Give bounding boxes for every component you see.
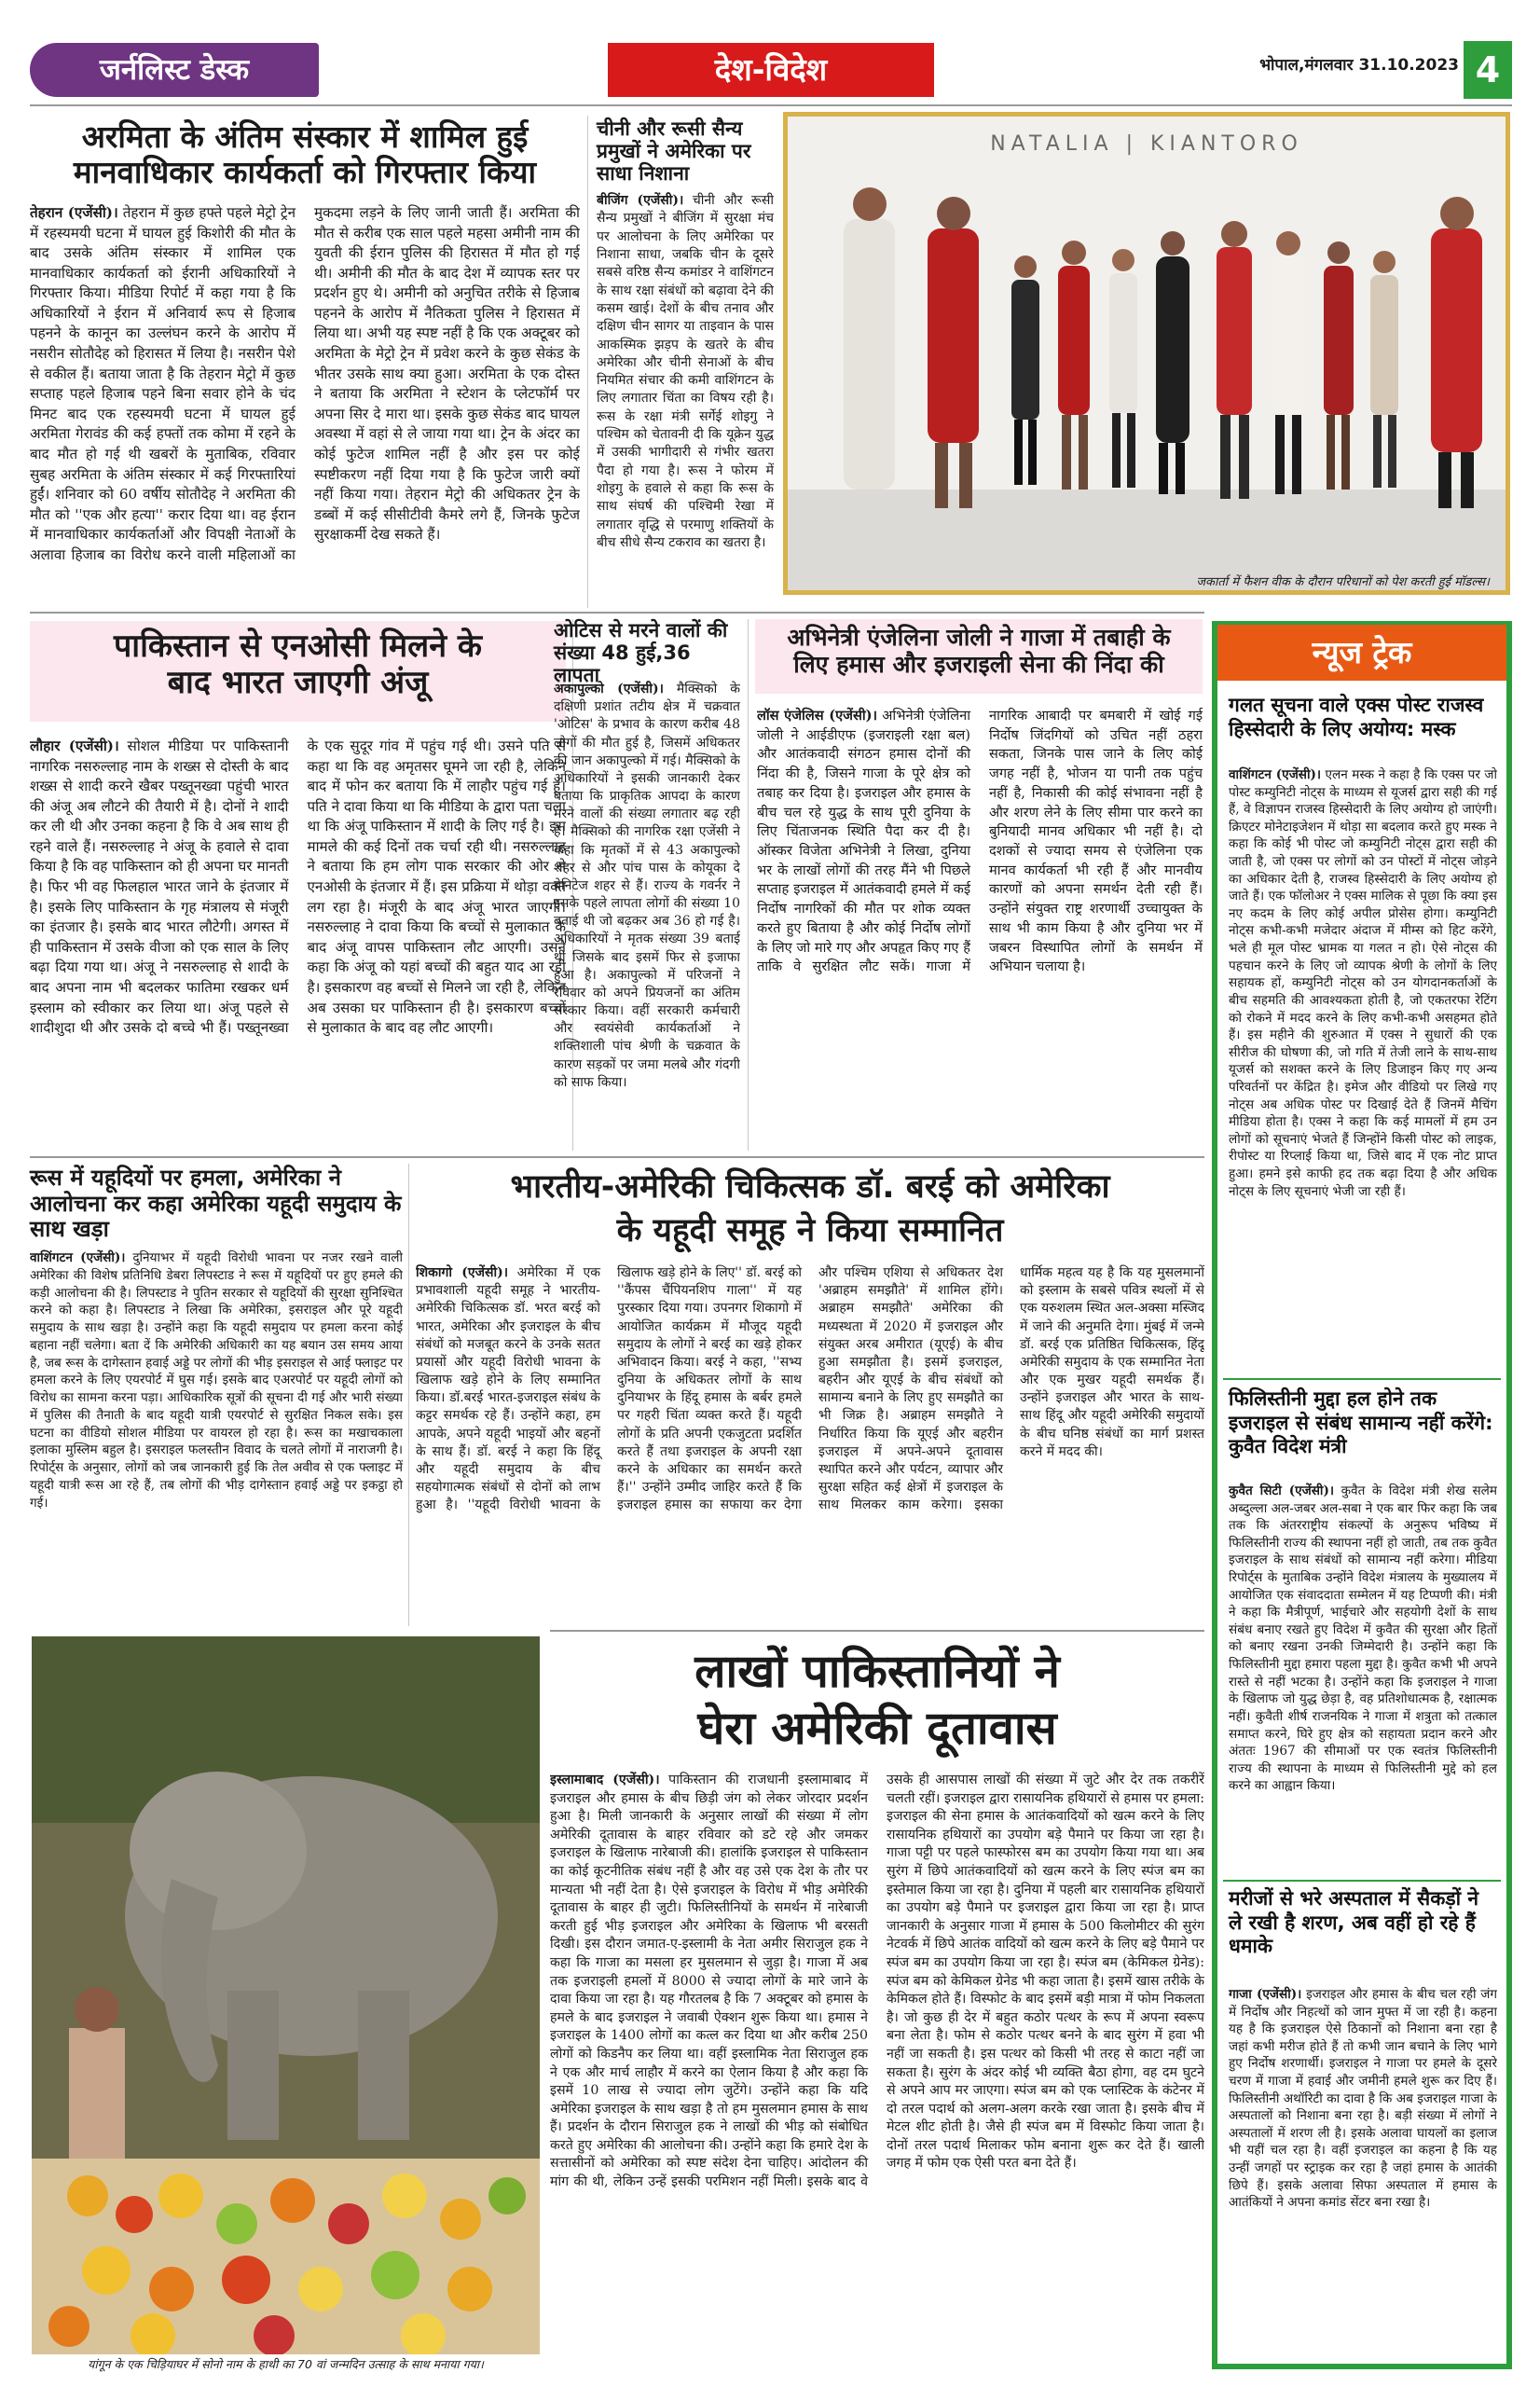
russia-jews-text: दुनियाभर में यहूदी विरोधी भावना पर नजर रखने वाली अमेरिका की विशेष प्रतिनिधि डेबरा लिपस्टाड ने रूस में यहूदियों पर हुए हमले की कड़ी आलोचना की है। लिपस्टाड ने पुतिन सरकार से यहूदियों की सुरक्षा सुनिश्चित करने को कहा है। लिपस्टाड ने लिखा कि अमेरिका, इसराइल और पूरे यहूदी समुदाय के साथ खड़ा है। उन्होंने कहा कि यहूदी समुदाय पर हमला करना कोई बहाना नहीं चलेगा। बता दें कि अमेरिकी अधिकारी का यह बयान उस समय आया है, जब रूस के दागेस्तान हवाई अड्डे पर लोगों की भीड़ इसराइल से आई फ्लाइट पर हमला करने के लिए एयरपोर्ट में घुस गई। इसके बाद एअरपोर्ट पर यहूदी लोगों को विरोध का सामना करना पड़ा। आधिकारिक सूत्रों की सूचना दी गई और भारी संख्या में पुलिस की तैनाती के बाद यहूदी यात्री एयरपोर्ट से सुरक्षित निकल सके। इस घटना का वीडियो सोशल मीडिया पर वायरल हो रहा है। रूस का मखाचकाला इलाका मुस्लिम बहुल है। इसराइल फलस्तीन विवाद के चलते लोगों में नाराजगी है। रिपोर्ट्स के अनुसार, लोगों को जब जानकारी हुई कि तेल अवीव से एक फ्लाइट में यहूदी यात्री रूस आ रहे हैं, तब लोगों की भीड़ दागेस्तान हवाई अड्डे पर इकट्ठा हो गई। xyxy=(30,1250,403,1511)
nt-story1-dateline: वाशिंगटन (एजेंसी)। xyxy=(1229,767,1322,782)
news-track-header xyxy=(1217,625,1506,681)
dr-barai-headline xyxy=(416,1166,1204,1254)
section-banner xyxy=(608,43,934,97)
fashion-week-photo xyxy=(783,112,1510,595)
jolie-body xyxy=(757,707,1203,1149)
russia-jews-dateline: वाशिंगटन (एजेंसी)। xyxy=(30,1250,126,1265)
armita-headline-line2: मानवाधिकार कार्यकर्ता को गिरफ्तार किया xyxy=(73,153,537,190)
section-rule xyxy=(550,1630,1204,1632)
otis-headline: ओटिस से मरने वालों की संख्या 48 हुई,36 लापता xyxy=(554,619,728,687)
armita-dateline: तेहरान (एजेंसी)। xyxy=(30,204,118,221)
nt-story3-body xyxy=(1229,1986,1497,2359)
anju-headline xyxy=(30,621,566,722)
news-track-title: न्यूज ट्रेक xyxy=(1312,634,1412,670)
nt-story2-headline: फिलिस्तीनी मुद्दा हल होने तक इजराइल से संबंध सामान्य नहीं करेंगे: कुवैत विदेश मंत्री xyxy=(1229,1387,1493,1458)
anju-text: सोशल मीडिया पर पाकिस्तानी नागरिक नसरुल्लाह नाम के शख्स से दोस्ती के बाद शख्स से शादी करने खैबर पख्तूनख्वा पहुंची भारत की अंजू अब लौटने की तैयारी में है। दोनों ने शादी कर ली थी और उनका कहना है कि वे अब साथ ही रहने वाले हैं। नसरुल्लाह ने अंजू के हवाले से दावा किया है कि वह पाकिस्तान को ही अपना घर मानती है। फिर भी वह फिलहाल भारत जाने के इंतजार में है। इसके लिए पाकिस्तान के गृह मंत्रालय से मंजूरी का इंतजार है। इसके बाद भारत लौटेगी। अगस्त में ही पाकिस्तान में उसके वीजा को एक साल के लिए बढ़ा दिया गया था। अंजू ने नसरुल्लाह से शादी के बाद अपना नाम भी बदलकर फातिमा रखकर धर्म इस्लाम को स्वीकार कर लिया था। अंजू पहले से शादीशुदा थी और उसके दो बच्चे भी हैं। पख्तूनख्वा के एक सुदूर गांव में पहुंच गई थी। उसने पति से कहा था कि वह अमृतसर घूमने जा रही है, लेकिन बाद में फोन कर बताया कि में लाहौर पहुंच गई हूं। पति ने दावा किया था कि मीडिया के द्वारा पता चला था कि अंजू पाकिस्तान में शादी के लिए गई है। इस मामले की कई दिनों तक चर्चा रही थी। नसरुल्लाह ने बताया कि हम लोग पाक सरकार की ओर से एनओसी के इंतजार में हैं। इस प्रक्रिया में थोड़ा वक्त लग रहा है। मंजूरी के बाद अंजू भारत जाएगी। नसरुल्लाह ने दावा किया कि बच्चों से मुलाकात के बाद अंजू वापस पाकिस्तान लौट आएगी। उसने कहा कि अंजू को यहां बच्चों की बहुत याद आ रही है। इसकारण वह बच्चों से मिलने जा रही है, लेकिन अब उसका घर पाकिस्तान ही है। इसकारण बच्चों से मुलाकात के बाद वह लौट आएगी। xyxy=(30,738,566,1037)
nt-story1-headline: गलत सूचना वाले एक्स पोस्ट राजस्व हिस्सेदारी के लिए अयोग्य: मस्क xyxy=(1229,694,1484,740)
nt-story3-text: इजराइल और हमास के बीच चल रही जंग में निर्दोष और निहत्थों को जान मुफ्त में जा रही है। कहना यह है कि इजराइल ऐसे ठिकानों को निशाना बना रहा है जहां कभी मरीज होते हैं तो कभी जान बचाने के लिए भागे हुए निर्दोष शरणार्थी। इजराइल ने गाजा पर हमले के दूसरे चरण में गाजा में हवाई और जमीनी हमले शुरू कर दिए हैं। फिलिस्तीनी अथॉरिटी का दावा है कि अब इजराइल गाजा के अस्पतालों को निशाना बना रहा है। बड़ी संख्या में लोगों ने अस्पतालों में शरण ली है। इसके अलावा घायलों का इलाज भी यहीं चल रहा है। वहीं इजराइल का कहना है कि यह उन्हीं जगहों पर स्ट्राइक कर रहा है जहां हमास के आतंकी छिपे हैं। इसके अलावा सिफा अस्पताल में हमास के आतंकियों ने अपना कमांड सेंटर बना रखा है। xyxy=(1229,1987,1497,2211)
nt-story1-text: एलन मस्क ने कहा है कि एक्स पर जो पोस्ट कम्युनिटी नोट्स के माध्यम से यूजर्स द्वारा सही की गई हैं, वे विज्ञापन राजस्व हिस्सेदारी के लिए अयोग्य हो जाएंगी। क्रिएटर मोनेटाइजेशन में थोड़ा सा बदलाव करते हुए मस्क ने कहा कि कोई भी पोस्ट जो कम्युनिटी नोट्स द्वारा सही की जाती है, जो एक्स पर लोगों को उन पोस्टों में नोट्स जोड़ने का अधिकार देती है, राजस्व हिस्सेदारी के लिए अयोग्य हो जाते हैं। एक फॉलोअर ने एक्स मालिक से पूछा कि क्या इस नए कदम के लिए कोई अपील प्रोसेस होगा। कम्युनिटी नोट्स कभी-कभी मजेदार अंदाज में मीम्स को हिट करेंगे, भले ही मूल पोस्ट भ्रामक या गलत न हो। ऐसे नोट्स की पहचान करने के लिए जो व्यापक श्रेणी के लोगों के लिए सहायक हों, कम्युनिटी नोट्स को उन योगदानकर्ताओं के बीच सहमति की आवश्यकता होती है, जो एकतरफा रेटिंग को रोकने में मदद करने के लिए कभी-कभी असहमत होते हैं। इस महीने की शुरुआत में एक्स ने सुधारों की एक सीरीज की घोषणा की, जो गति में तेजी लाने के साथ-साथ यूजर्स को सशक्त करने के लिए डिजाइन किए गए अन्य परिवर्तनों पर केंद्रित है। इमेज और वीडियो पर लिखे गए नोट्स अब अधिक पोस्ट पर दिखाई देते हैं जिनमें मैचिंग मीडिया होता है। एक्स ने कहा कि कई मामलों में हम उन लोगों को सूचनाएं भेजते हैं जिन्होंने किसी पोस्ट को लाइक, रीपोस्ट या रिप्लाई किया था, जिसे बाद में एक नोट प्राप्त हुआ। हमने इसे काफी हद तक बढ़ा दिया है और अधिक नोट्स के लिए सूचनाएं भेजी जा रही हैं। xyxy=(1229,767,1497,1199)
dr-barai-headline-line1: भारतीय-अमेरिकी चिकित्सक डॉ. बरई को अमेरिका xyxy=(510,1168,1110,1206)
brand-title: जर्नलिस्ट डेस्क xyxy=(99,53,250,87)
pakistanis-headline-line2: घेरा अमेरिकी दूतावास xyxy=(697,1702,1057,1756)
otis-body xyxy=(554,681,740,1149)
otis-text: मैक्सिको के दक्षिणी प्रशांत तटीय क्षेत्र में चक्रवात 'ओटिस' के प्रभाव के कारण करीब 48 लोगों की मौत हुई है, जिसमें अधिकतर की जान अकापुल्को में गई। मैक्सिको के अधिकारियों ने इसकी जानकारी देकर बताया कि प्राकृतिक आपदा के कारण मरने वालों की संख्या लगातार बढ़ रही है। मैक्सिको की नागरिक रक्षा एजेंसी ने कहा कि मृतकों में से 43 अकापुल्को शहर से और पांच पास के कोयूका दे बेनिटेज शहर से हैं। राज्य के गवर्नर ने इसके पहले लापता लोगों की संख्या 10 बताई थी जो बढ़कर अब 36 हो गई है। अधिकारियों ने मृतक संख्या 39 बताई थी जिसके बाद इसमें फिर से इजाफा हुआ है। अकापुल्को में परिजनों ने रविवार को अपने प्रियजनों का अंतिम संस्कार किया। वहीं सरकारी कर्मचारी और स्वयंसेवी कार्यकर्ताओं ने शक्तिशाली पांच श्रेणी के चक्रवात के कारण सड़कों पर जमा मलबे और गंदगी को साफ किया। xyxy=(554,682,740,1090)
anju-dateline: लौहार (एजेंसी)। xyxy=(30,738,119,754)
brand-banner xyxy=(30,43,319,97)
section-title: देश-विदेश xyxy=(714,51,828,88)
column-rule xyxy=(748,619,749,1151)
column-rule xyxy=(587,116,588,608)
china-russia-body xyxy=(597,192,774,606)
anju-body xyxy=(30,737,566,1149)
pakistanis-dateline: इस्लामाबाद (एजेंसी)। xyxy=(550,1773,660,1787)
elephant-photo xyxy=(32,1636,540,2354)
dr-barai-body xyxy=(416,1264,1204,1624)
armita-headline xyxy=(30,119,580,190)
pakistanis-text: पाकिस्तान की राजधानी इस्लामाबाद में इजराइल और हमास के बीच छिड़ी जंग को लेकर जोरदार प्रदर्शन हुआ है। मिली जानकारी के अनुसार लाखों की संख्या में लोग अमेरिकी दूतावास के बाहर रविवार को डटे रहे और जमकर इजराइल के खिलाफ नारेबाजी की। हालांकि इजराइल से पाकिस्तान का कोई कूटनीतिक संबंध नहीं है और वह उसे एक देश के तौर पर मान्यता भी नहीं देता है। ऐसे इजराइल के विरोध में भीड़ अमेरिकी दूतावास के बाहर ही जुटी। फिलिस्तीनियों के समर्थन में नारेबाजी करती हुई भीड़ इजराइल और अमेरिका के खिलाफ भी बरसती दिखी। इस दौरान जमात-ए-इस्लामी के नेता अमीर सिराजुल हक ने कहा कि गाजा का मसला हर मुसलमान से जुड़ा है। गाजा में अब तक इजराइली हमलों में 8000 से ज्यादा लोगों के मारे जाने के दावा किया जा रहा है। यह गौरतलब है कि 7 अक्टूबर को हमास के हमले के बाद इजराइल ने जवाबी ऐक्शन शुरू किया था। हमास ने इजराइल के 1400 लोगों का कत्ल कर दिया था और करीब 250 लोगों को किडनैप कर लिया था। वहीं इस्लामिक नेता सिराजुल हक ने एक और मार्च लाहौर में करने का ऐलान किया है और कहा कि इसमें 10 लाख से ज्यादा लोग जुटेंगे। उन्होंने कहा कि यदि अमेरिका इजराइल के साथ खड़ा है तो हम मुसलमान हमास के साथ हैं। प्रदर्शन के दौरान सिराजुल हक ने लाखों की भीड़ को संबोधित करते हुए अमेरिका की आलोचना की। उन्होंने कहा कि हमारे देश के सत्तासीनों को अमेरिका को स्पष्ट संदेश देना चाहिए। आंदोलन की मांग की थी, लेकिन उन्हें इसकी परमिशन नहीं मिली। इसके बाद वे उसके ही आसपास लाखों की संख्या में जुटे और देर तक तकरीरें चलती रहीं। इजराइल द्वारा रासायनिक हथियारों से हमास पर हमला: इजराइल की सेना हमास के आतंकवादियों को खत्म करने के लिए रासायनिक हथियारों का उपयोग बड़े पैमाने पर किया जा रहा है। गाजा पट्टी पर पहले फास्फोरस बम का उपयोग किया गया था। अब सुरंग में छिपे आतंकवादियों को खत्म करने के लिए स्पंज बम का इस्तेमाल किया जा रहा है। दुनिया में पहली बार रासायनिक हथियारों का उपयोग बड़े पैमाने पर इजराइल द्वारा किया जा रहा है। प्राप्त जानकारी के अनुसार गाजा में हमास के 500 किलोमीटर की सुरंग नेटवर्क में छिपे आतंक वादियों को खत्म करने के लिए बड़े पैमाने पर स्पंज बम का उपयोग किया जा रहा है। स्पंज बम (केमिकल ग्रेनेड): स्पंज बम को केमिकल ग्रेनेड भी कहा जाता है। इसमें खास तरीके के केमिकल होते हैं। विस्फोट के बाद इसमें बड़ी मात्रा में फोम निकलता है। जो कुछ ही देर में बहुत कठोर पत्थर के रूप में अपना स्वरूप बना लेता है। फोम से कठोर पत्थर बनने के बाद सुरंग में हवा भी नहीं जा सकती है। इस पत्थर को किसी भी तरह से काटा नहीं जा सकता है। सुरंग के अंदर कोई भी व्यक्ति बैठा होगा, वह दम घुटने से अपने आप मर जाएगा। स्पंज बम को एक प्लास्टिक के कंटेनर में दो तरल पदार्थ को अलग-अलग करके रखा जाता है। इसके बीच में मेटल शीट होती है। जैसे ही स्पंज बम में विस्फोट किया जाता है। दोनों तरल पदार्थ मिलाकर फोम बनाना शुरू कर देते हैं। खाली जगह में फोम एक ऐसी परत बना देते हैं। xyxy=(550,1773,1204,2190)
section-rule xyxy=(30,1156,1204,1158)
column-rule xyxy=(408,1164,409,1626)
pakistanis-headline-line1: लाखों पाकिस्तानियों ने xyxy=(694,1645,1060,1698)
jolie-headline xyxy=(755,619,1203,694)
nt-story1-body xyxy=(1229,766,1497,1371)
pakistanis-headline xyxy=(550,1643,1204,1758)
nt-story2-dateline: कुवैत सिटी (एजेंसी)। xyxy=(1229,1483,1335,1498)
dr-barai-text: अमेरिका में एक प्रभावशाली यहूदी समूह ने भारतीय-अमेरिकी चिकित्सक डॉ. भरत बरई को भारत, अमेरिका और इजराइल के बीच संबंधों को मजबूत करने के उनके सतत प्रयासों और यहूदी विरोधी भावना के खिलाफ खड़े होने के लिए सम्मानित किया। डॉ.बरई भारत-इजराइल संबंध के कट्टर समर्थक रहे हैं। उन्होंने कहा, हम आपके, अपने यहूदी भाइयों और बहनों के साथ हैं। डॉ. बरई ने कहा कि हिंदू और यहूदी समुदाय के बीच सहयोगात्मक संबंधों से दोनों को लाभ हुआ है। ''यहूदी विरोधी भावना के खिलाफ खड़े होने के लिए'' डॉ. बरई को ''कैंपस चैंपियनशिप गाला'' में यह पुरस्कार दिया गया। उपनगर शिकागो में आयोजित कार्यक्रम में मौजूद यहूदी समुदाय के लोगों ने बरई का खड़े होकर अभिवादन किया। बरई ने कहा, ''सभ्य दुनिया के अधिकतर लोगों के साथ दुनियाभर के हिंदू हमास के बर्बर हमले पर गहरी चिंता व्यक्त करते हैं। यहूदी लोगों के प्रति अपनी एकजुटता प्रदर्शित करते हैं तथा इजराइल के अपनी रक्षा करने के अधिकार का समर्थन करते हैं।'' उन्होंने उम्मीद जाहिर करते हैं कि इजराइल हमास का सफाया कर देगा और पश्चिम एशिया से अधिकतर देश 'अब्राहम समझौते' में शामिल होंगे। अब्राहम समझौते' अमेरिका की मध्यस्थता में 2020 में इजराइल और संयुक्त अरब अमीरात (यूएई) के बीच हुआ समझौता है। इसमें इजराइल, बहरीन और यूएई के बीच संबंधों को सामान्य बनाने के लिए हुए समझौते का भी जिक्र है। अब्राहम समझौते ने निर्धारित किया कि यूएई और बहरीन इजराइल में अपने-अपने दूतावास स्थापित करने और पर्यटन, व्यापार और सुरक्षा सहित कई क्षेत्रों में इजराइल के साथ मिलकर काम करेगा। इसका धार्मिक महत्व यह है कि यह मुसलमानों को इस्लाम के सबसे पवित्र स्थलों में से एक यरुशलम स्थित अल-अक्सा मस्जिद में जाने की अनुमति देगा। मुंबई में जन्मे डॉ. बरई एक प्रतिष्ठित चिकित्सक, हिंदू अमेरिकी समुदाय के एक सम्मानित नेता और एक मुखर यहूदी समर्थक हैं। उन्होंने इजराइल और भारत के साथ-साथ हिंदू और यहूदी अमेरिकी समुदायों के बीच घनिष्ठ संबंधों का मार्ग प्रशस्त करने में मदद की। xyxy=(416,1265,1204,1513)
dateline: भोपाल,मंगलवार 31.10.2023 xyxy=(1259,56,1459,75)
elephant-photo-caption: यांगून के एक चिड़ियाघर में सोनो नाम के हाथी का 70 वां जन्मदिन उत्साह के साथ मनाया गया। xyxy=(88,2357,484,2371)
section-rule xyxy=(30,612,1204,614)
jolie-text: अभिनेत्री एंजेलिना जोली ने आईडीएफ (इजराइली रक्षा बल) और आतंकवादी संगठन हमास दोनों की निंदा की है, जिसने गाजा के पूरे क्षेत्र को तबाह कर दिया है। इजराइल और हमास के बीच चल रहे युद्ध के साथ पूरी दुनिया के लिए चिंताजनक स्थिति पैदा कर दी है। ऑस्कर विजेता अभिनेत्री ने लिखा, दुनिया भर के लाखों लोगों की तरह मैंने भी पिछले सप्ताह इजराइल में आतंकवादी हमले में कई निर्दोष नागरिकों की मौत पर शोक व्यक्त करते हुए बिताया है और कोई निर्दोष लोगों के लिए जो मारे गए और अपहृत किए गए हैं ताकि वे सुरक्षित लौट सकें। गाजा में नागरिक आबादी पर बमबारी में खोई गई निर्दोष जिंदगियों को उचित नहीं ठहरा सकता, जिनके पास जाने के लिए कोई जगह नहीं है, भोजन या पानी तक पहुंच नहीं है, निकासी की कोई संभावना नहीं है और शरण लेने के लिए सीमा पार करने का बुनियादी मानव अधिकार भी नहीं है। दो दशकों से ज्यादा समय से एंजेलिना एक मानव कार्यकर्ता भी रही हैं और मानवीय कारणों को अपना समर्थन देती रही हैं। उन्होंने संयुक्त राष्ट्र शरणार्थी उच्चायुक्त के साथ भी काम किया है और दुनिया भर में जबरन विस्थापित लोगों के समर्थन में अभियान चलाया है। xyxy=(757,708,1203,975)
china-russia-dateline: बीजिंग (एजेंसी)। xyxy=(597,193,684,208)
nt-story2-body xyxy=(1229,1483,1497,1874)
china-russia-text: चीनी और रूसी सैन्य प्रमुखों ने बीजिंग में सुरक्षा मंच पर आलोचना के लिए अमेरिका पर निशाना साधा, जबकि चीन के दूसरे सबसे वरिष्ठ सैन्य कमांडर ने वाशिंगटन के साथ रक्षा संबंधों को बढ़ावा देने की कसम खाई। देशों के बीच तनाव और दक्षिण चीन सागर या ताइवान के पास आकस्मिक झड़प के खतरे के बीच अमेरिका और चीनी सेनाओं के बीच नियमित संचार की कमी वाशिंगटन के लिए लगातार चिंता का विषय रही है। रूस के रक्षा मंत्री सर्गेई शोइगु ने पश्चिम को चेतावनी दी कि यूक्रेन युद्ध में उसकी भागीदारी से गंभीर खतरा पैदा हो गया है। रूस ने फोरम में शोइगु के हवाले से कहा कि रूस के साथ संघर्ष की पश्चिमी रेखा में लगातार वृद्धि से परमाणु शक्तियों के बीच सीधे सैन्य टकराव का खतरा है। xyxy=(597,193,774,550)
armita-headline-line1: अरमिता के अंतिम संस्कार में शामिल हुई xyxy=(81,118,529,155)
runway-brand-text: NATALIA | KIANTORO xyxy=(990,132,1303,156)
china-russia-headline: चीनी और रूसी सैन्य प्रमुखों ने अमेरिका पर साधा निशाना xyxy=(597,117,751,186)
russia-jews-headline: रूस में यहूदियों पर हमला, अमेरिका ने आलोचना कर कहा अमेरिका यहूदी समुदाय के साथ खड़ा xyxy=(30,1165,402,1243)
armita-body xyxy=(30,203,580,606)
jolie-headline-line2: लिए हमास और इजराइली सेना की निंदा की xyxy=(793,650,1164,678)
page-number: 4 xyxy=(1464,41,1512,99)
elephant-birthday-image xyxy=(32,1636,540,2354)
nt-story2-text: कुवैत के विदेश मंत्री शेख सलेम अब्दुल्ला अल-जबर अल-सबा ने एक बार फिर कहा कि जब तक कि अंतरराष्ट्रीय संकल्पों के अनुरूप भविष्य में फिलिस्तीनी राज्य की स्थापना नहीं हो जाती, तब तक कुवैत इजराइल के साथ संबंधों को सामान्य नहीं करेगा। मीडिया रिपोर्ट्स के मुताबिक उन्होंने विदेश मंत्रालय के मुख्यालय में आयोजित एक संवाददाता सम्मेलन में यह टिप्पणी की। मंत्री ने कहा कि मैत्रीपूर्ण, भाईचारे और सहयोगी देशों के साथ संबंध बनाए रखते हुए विदेश में कुवैत की सुरक्षा और हितों को बनाए रखना उनकी जिम्मेदारी है। उन्होंने कहा कि फिलिस्तीनी मुद्दा हमारा पहला मुद्दा है। कुवैत कभी भी अपने रास्ते से नहीं भटका है। उन्होंने कहा कि इजराइल ने गाजा के खिलाफ जो युद्ध छेड़ा है, वह प्रतिशोधात्मक है, रक्षात्मक नहीं। कुवैती शीर्ष राजनयिक ने गाजा में शत्रुता को तत्काल समाप्त करने, घिरे हुए क्षेत्र को सहायता प्रदान करने और अंततः 1967 की सीमाओं पर एक स्वतंत्र फिलिस्तीनी राज्य की स्थापना के माध्यम से फिलिस्तीनी मुद्दे को हल करने का आह्वान किया। xyxy=(1229,1483,1497,1794)
armita-text: तेहरान में कुछ हफ्ते पहले मेट्रो ट्रेन में रहस्यमयी घटना में घायल हुई किशोरी की मौत के बाद उसके अंतिम संस्कार में शामिल एक मानवाधिकार कार्यकर्ता को ईरानी अधिकारियों ने गिरफ्तार किया। मीडिया रिपोर्ट में कहा गया है कि अधिकारियों ने ईरान में अनिवार्य रूप से हिजाब पहनने के कानून का उल्लंघन करने के आरोप में नसरीन सोतौदेह को हिरासत में लिया है। नसरीन पेशे से वकील हैं। बताया जाता है कि तेहरान मेट्रो में कुछ सप्ताह पहले हिजाब पहने बिना सवार होने के चंद मिनट बाद एक रहस्यमयी घटना में घायल हुई अरमिता गेरावंड की कई हफ्तों तक कोमा में रहने के बाद मौत हो गई थी खबरों के मुताबिक, रविवार सुबह अरमिता के अंतिम संस्कार में कई गिरफ्तारियां हुईं। शनिवार को 60 वर्षीय सोतौदेह ने अरमिता की मौत को ''एक और हत्या'' करार दिया था। वह ईरान में मानवाधिकार कार्यकर्ताओं और विपक्षी नेताओं के अलावा हिजाब का विरोध करने वाली महिलाओं का मुकदमा लड़ने के लिए जानी जाती हैं। अरमिता की मौत से करीब एक साल पहले महसा अमीनी नाम की युवती की ईरान पुलिस की हिरासत में मौत हो गई थी। अमीनी की मौत के बाद देश में व्यापक स्तर पर प्रदर्शन हुए थे। अमीनी को अनुचित तरीके से हिजाब पहनने के आरोप में नैतिकता पुलिस ने हिरासत में लिया था। अभी यह स्पष्ट नहीं है कि एक अक्टूबर को अरमिता के मेट्रो ट्रेन में प्रवेश करने के कुछ सेकंड के भीतर उसके साथ क्या हुआ। अरमिता के एक दोस्त ने बताया कि अरमिता ने स्टेशन के प्लेटफॉर्म पर अपना सिर दे मारा था। इसके कुछ सेकंड बाद घायल अवस्था में वहां से ले जाया गया था। ट्रेन के अंदर का कोई फुटेज शामिल नहीं है और इस पर कोई स्पष्टीकरण नहीं दिया गया है कि फुटेज जारी क्यों नहीं किया गया। तेहरान मेट्रो की अधिकतर ट्रेन के डब्बों में कई सीसीटीवी कैमरे लगे हैं, जिनके फुटेज सुरक्षाकर्मी देख सकते हैं। xyxy=(30,204,580,563)
jolie-dateline: लॉस एंजेलिस (एजेंसी)। xyxy=(757,708,878,724)
nt-divider xyxy=(1223,1880,1501,1882)
dr-barai-dateline: शिकागो (एजेंसी)। xyxy=(416,1265,509,1280)
nt-story3-headline: मरीजों से भरे अस्पताल में सैकड़ों ने ले रखी है शरण, अब वहीं हो रहे हैं धमाके xyxy=(1229,1887,1479,1958)
fashion-week-image xyxy=(788,117,1506,590)
anju-headline-line1: पाकिस्तान से एनओसी मिलने के xyxy=(113,628,483,665)
pakistanis-body xyxy=(550,1772,1204,2365)
dr-barai-headline-line2: के यहूदी समूह ने किया सम्मानित xyxy=(616,1212,1004,1250)
fashion-photo-caption: जकार्ता में फैशन वीक के दौरान परिधानों को पेश करती हुई मॉडल्स। xyxy=(1196,575,1490,589)
anju-headline-line2: बाद भारत जाएगी अंजू xyxy=(167,664,429,702)
otis-dateline: अकापुल्को (एजेंसी)। xyxy=(554,682,664,697)
russia-jews-body xyxy=(30,1249,403,1624)
nt-story3-dateline: गाजा (एजेंसी)। xyxy=(1229,1987,1302,2002)
masthead-rule xyxy=(30,104,1512,106)
keeper-figure xyxy=(69,2028,125,2168)
nt-divider xyxy=(1223,1378,1501,1380)
jolie-headline-line1: अभिनेत्री एंजेलिना जोली ने गाजा में तबाही के xyxy=(787,624,1171,651)
